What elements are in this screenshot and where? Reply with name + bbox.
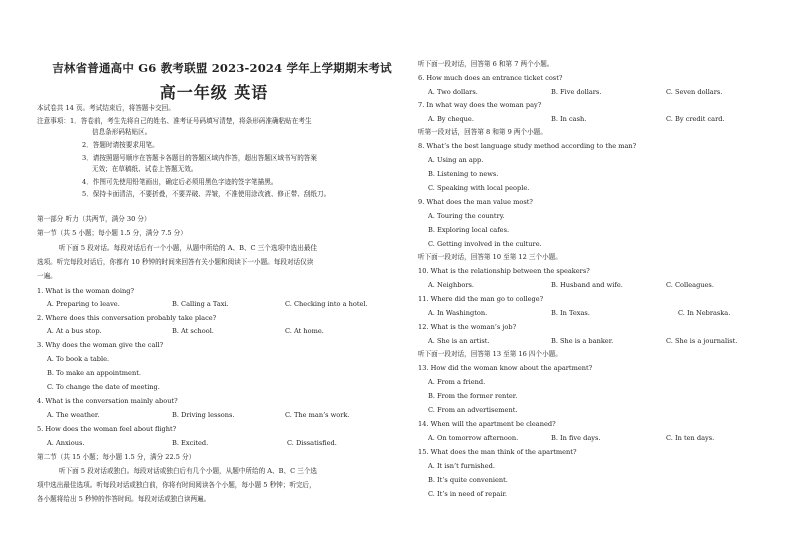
section2-instruction-cont: 项中选出最佳选项。听每段对话或独白前，你将有时间阅读各个小题，每小题 5 秒钟；听完后， xyxy=(37,481,316,489)
q12-option-b: B. She is a banker. xyxy=(551,337,614,345)
q6-option-c: C. Seven dollars. xyxy=(666,88,723,96)
q11-option-a: A. In Washington. xyxy=(428,309,488,317)
q5-option-b: B. Excited. xyxy=(172,439,209,447)
question-14: 14. When will the apartment be cleaned? xyxy=(418,420,556,428)
lead-q8: 听第一段对话，回答第 8 和第 9 两个小题。 xyxy=(418,128,547,136)
exam-subtitle: 高一年级 英语 xyxy=(159,83,269,102)
question-7: 7. In what way does the woman pay? xyxy=(418,101,542,109)
notice-item-3-cont: 无效；在草稿纸、试卷上答题无效。 xyxy=(92,165,198,173)
q13-option-b: B. From the former renter. xyxy=(428,392,518,400)
question-10: 10. What is the relationship between the speakers? xyxy=(418,267,590,275)
notice-item-3: 3．请按照题号顺序在答题卡各题目的答题区域内作答，超出答题区域书写的答案 xyxy=(82,154,317,162)
q10-option-b: B. Husband and wife. xyxy=(551,281,623,289)
q5-option-c: C. Dissatisfied. xyxy=(287,439,337,447)
q4-option-a: A. The weather. xyxy=(47,411,100,419)
q9-option-b: B. Exploring local cafes. xyxy=(428,226,510,234)
q4-option-b: B. Driving lessons. xyxy=(172,411,235,419)
q9-option-a: A. Touring the country. xyxy=(428,212,505,220)
question-12: 12. What is the woman’s job? xyxy=(418,323,517,331)
q15-option-b: B. It’s quite convenient. xyxy=(428,476,508,484)
section2-instruction: 听下面 5 段对话或独白。每段对话或独白后有几个小题，从题中所给的 A、B、C 三个选 xyxy=(59,467,318,475)
q3-option-a: A. To book a table. xyxy=(47,355,110,363)
lead-q10: 听下面一段对话，回答第 10 至第 12 三个小题。 xyxy=(418,253,562,261)
q6-option-b: B. Five dollars. xyxy=(551,88,602,96)
q8-option-b: B. Listening to news. xyxy=(428,170,499,178)
q4-option-c: C. The man’s work. xyxy=(285,411,350,419)
q7-option-c: C. By credit card. xyxy=(666,115,725,123)
question-15: 15. What does the man think of the apartment? xyxy=(418,448,577,456)
q15-option-c: C. It’s in need of repair. xyxy=(428,490,507,498)
q2-option-c: C. At home. xyxy=(285,327,324,335)
notice-item-1-cont: 信息条形码粘贴区。 xyxy=(92,128,152,136)
exam-title: 吉林省普通高中 G6 教考联盟 2023-2024 学年上学期期末考试 xyxy=(52,61,392,75)
q15-option-a: A. It isn’t furnished. xyxy=(428,462,495,470)
notice-item-1: 注意事项：1．答卷前，考生先将自己的姓名、准考证号码填写清楚，将条形码准确粘贴在考生 xyxy=(37,117,312,125)
q1-option-b: B. Calling a Taxi. xyxy=(172,300,229,308)
question-3: 3. Why does the woman give the call? xyxy=(37,341,164,349)
question-4: 4. What is the conversation mainly about? xyxy=(37,397,178,405)
lead-q13: 听下面一段对话，回答第 13 至第 16 四个小题。 xyxy=(418,350,562,358)
question-5: 5. How does the woman feel about flight? xyxy=(37,425,177,433)
notice-pages: 本试卷共 14 页。考试结束后，将答题卡交回。 xyxy=(37,104,175,112)
q12-option-a: A. She is an artist. xyxy=(428,337,490,345)
q6-option-a: A. Two dollars. xyxy=(428,88,478,96)
q14-option-c: C. In ten days. xyxy=(666,434,715,442)
q12-option-c: C. She is a journalist. xyxy=(666,337,738,345)
q2-option-a: A. At a bus stop. xyxy=(47,327,102,335)
q3-option-b: B. To make an appointment. xyxy=(47,369,141,377)
question-13: 13. How did the woman know about the apartment? xyxy=(418,364,593,372)
q3-option-c: C. To change the date of meeting. xyxy=(47,383,160,391)
part1-heading: 第一部分 听力（共两节，满分 30 分） xyxy=(37,215,151,223)
notice-item-5: 5．保持卡面清洁，不要折叠，不要弄破、弄皱，不准使用涂改液、修正带、刮纸刀。 xyxy=(82,190,331,198)
q8-option-a: A. Using an app. xyxy=(428,156,484,164)
q2-option-b: B. At school. xyxy=(172,327,214,335)
question-8: 8. What’s the best language study method according to the man? xyxy=(418,142,637,150)
notice-item-2: 2．答题时请按要求用笔。 xyxy=(82,141,159,149)
q13-option-a: A. From a friend. xyxy=(428,378,486,386)
q1-option-c: C. Checking into a hotel. xyxy=(285,300,368,308)
question-6: 6. How much does an entrance ticket cost? xyxy=(418,74,563,82)
notice-item-4: 4．作图可先使用铅笔画出，确定后必须用黑色字迹的签字笔描黑。 xyxy=(82,178,278,186)
lead-q6: 听下面一段对话，回答第 6 和第 7 两个小题。 xyxy=(418,60,554,68)
question-11: 11. Where did the man go to college? xyxy=(418,295,544,303)
section1-instruction: 听下面 5 段对话。每段对话后有一个小题，从题中所给的 A、B、C 三个选项中选出最佳 xyxy=(59,244,318,252)
q11-option-b: B. In Texas. xyxy=(551,309,590,317)
section1-instruction-end: 一遍。 xyxy=(37,272,57,280)
section2-instruction-end: 各小题将给出 5 秒钟的作答时间。每段对话或独白读两遍。 xyxy=(37,495,211,503)
question-9: 9. What does the man value most? xyxy=(418,198,533,206)
q7-option-b: B. In cash. xyxy=(551,115,587,123)
q10-option-c: C. Colleagues. xyxy=(666,281,714,289)
q1-option-a: A. Preparing to leave. xyxy=(47,300,120,308)
section1-heading: 第一节（共 5 小题；每小题 1.5 分，满分 7.5 分） xyxy=(37,229,187,237)
q13-option-c: C. From an advertisement. xyxy=(428,406,518,414)
q8-option-c: C. Speaking with local people. xyxy=(428,184,530,192)
q5-option-a: A. Anxious. xyxy=(47,439,85,447)
q9-option-c: C. Getting involved in the culture. xyxy=(428,240,542,248)
question-1: 1. What is the woman doing? xyxy=(37,287,135,295)
q14-option-a: A. On tomorrow afternoon. xyxy=(428,434,519,442)
question-2: 2. Where does this conversation probably take place? xyxy=(37,314,217,322)
section2-heading: 第二节（共 15 小题；每小题 1.5 分，满分 22.5 分） xyxy=(37,453,196,461)
q11-option-c: C. In Nebraska. xyxy=(678,309,731,317)
q14-option-b: B. In five days. xyxy=(551,434,601,442)
q10-option-a: A. Neighbors. xyxy=(428,281,475,289)
section1-instruction-cont: 选项。听完每段对话后，你都有 10 秒钟的时间来回答有关小题和阅读下一小题。每段对话仅读 xyxy=(37,258,314,266)
q7-option-a: A. By cheque. xyxy=(428,115,474,123)
